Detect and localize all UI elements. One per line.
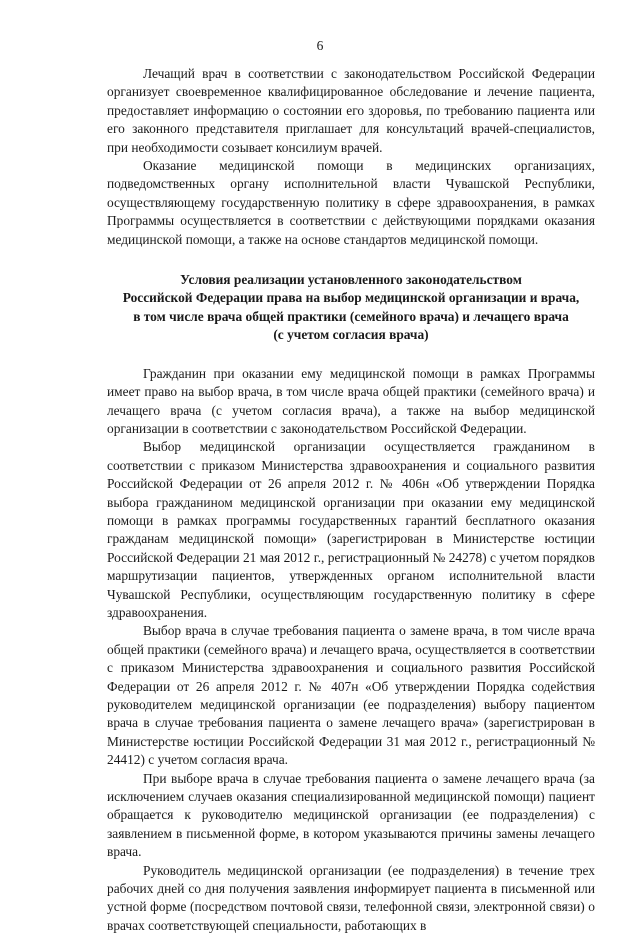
paragraph-attending-physician: Лечащий врач в соответствии с законодательством Российской Федерации организует своевременное квалифицированное обследование и лечение пациента, предоставляет информацию о состоянии его здоровья, по требованию пациента или его законного представителя приглашает для консультаций врачей-специалистов, при необходимости созывает консилиум врачей. xyxy=(107,66,595,155)
paragraph-right-to-choose: Гражданин при оказании ему медицинской помощи в рамках Программы имеет право на выбор врача, в том числе врача общей практики (семейного врача) и лечащего врача (с учетом согласия врача), а также на выбор медицинской организации в соответствии с законодательством Российской Федерации. xyxy=(107,365,595,436)
page-content xyxy=(107,65,595,935)
paragraph-organization-choice: Выбор медицинской организации осуществляется гражданином в соответствии с приказом Министерства здравоохранения и социального развития Российской Федерации от 26 апреля 2012 г. № 406н «Об утверждении Порядка выбора гражданином медицинской организации при оказании ему медицинской помощи в рамках программы государственных гарантий бесплатного оказания гражданам медицинской помощи» (зарегистрирован в Министерстве юстиции Российской Федерации 21 мая 2012 г., регистрационный № 24278) с учетом порядков маршрутизации пациентов, утвержденных органом исполнительной власти Чувашской Республики, осуществляющим государственную политику в сфере здравоохранения. xyxy=(107,439,595,620)
heading-line: (с учетом согласия врача) xyxy=(273,327,429,343)
page-number: 6 xyxy=(316,38,324,53)
heading-line: в том числе врача общей практики (семейного врача) и лечащего врача xyxy=(133,308,569,324)
paragraph-care-provision: Оказание медицинской помощи в медицинских организациях, подведомственных органу исполнительной власти Чувашской Республики, осуществляющему государственную политику в сфере здравоохранения, в рамках Программы осуществляется в соответствии с действующими порядками оказания медицинской помощи, а также на основе стандартов медицинской помощи. xyxy=(107,158,595,247)
paragraph-head-informs: Руководитель медицинской организации (ее подразделения) в течение трех рабочих дней со дня получения заявления информирует пациента в письменной или устной форме (посредством почтовой связи, телефонной связи, электронной связи) о врачах соответствующей специальности, работающих в xyxy=(107,862,595,933)
heading-line: Условия реализации установленного законодательством xyxy=(180,272,522,288)
paragraph-written-application: При выборе врача в случае требования пациента о замене лечащего врача (за исключением случаев оказания специализированной медицинской помощи) пациент обращается к руководителю медицинской организации (ее подразделения) с заявлением в письменной форме, в котором указываются причины замены лечащего врача. xyxy=(107,770,595,860)
paragraph-physician-replacement: Выбор врача в случае требования пациента о замене врача, в том числе врача общей практики (семейного врача) и лечащего врача, осуществляется в соответствии с приказом Министерства здравоохранения и социального развития Российской Федерации от 26 апреля 2012 г. № 407н «Об утверждении Порядка содействия руководителем медицинской организации (ее подразделения) выбору пациентом врача в случае требования пациента о замене лечащего врача» (зарегистрирован в Министерстве юстиции Российской Федерации 31 мая 2012 г., регистрационный № 24412) с учетом согласия врача. xyxy=(107,623,595,768)
heading-line: Российской Федерации права на выбор медицинской организации и врача, xyxy=(122,290,580,306)
section-heading xyxy=(107,271,595,345)
